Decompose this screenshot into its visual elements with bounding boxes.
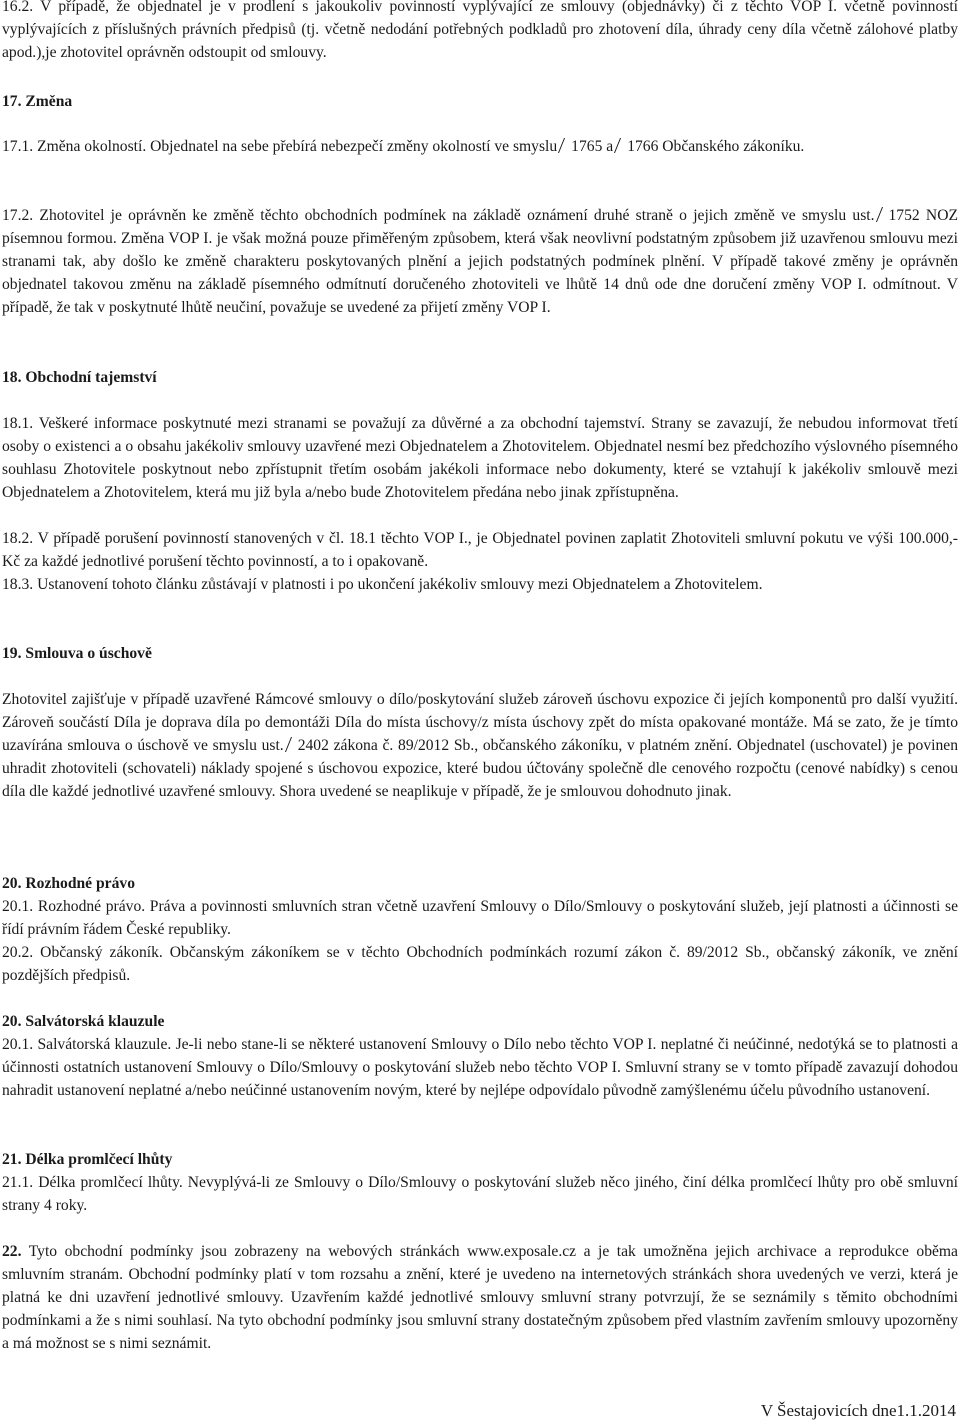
paragraph-17-1 [2, 135, 958, 158]
paragraph-17-2-text-b: 1752 NOZ písemnou formou. Změna VOP I. je však možná pouze přiměřeným způsobem, která však neovlivní podstatným způsobem již uzavřenou smlouvu mezi stranami tak, aby došlo ke změně charakteru poskytovaných plnění a jejich podstatných podmínek plnění. V případě takové změny je oprávněn objednatel takovou změnu na základě písemného odmítnutí doručeného zhotoviteli ve lhůtě 14 dnů ode dne doručení změny VOP I. odmítnout. V případě, že tak v poskytnuté lhůtě neučiní, považuje se uvedené za přijetí změny VOP I. [2, 207, 958, 316]
paragraph-17-1-text-c: 1766 Občanského zákoníku. [627, 138, 805, 155]
section-sign-mark [614, 138, 625, 153]
paragraph-16-2-text: 16.2. V případě, že objednatel je v prodlení s jakoukoliv povinností vyplývající ze smlouvy (objednávky) či z těchto VOP I. včetně povinností vyplývajících z příslušných právních předpisů (tj. včetně nedodání potřebných podkladů pro zhotovení díla, úhrady ceny díla včetně zálohové platby apod.),je zhotovitel oprávněn odstoupit od smlouvy. [2, 0, 958, 61]
heading-20-text: 20. Rozhodné právo [2, 875, 135, 892]
paragraph-17-2 [2, 204, 958, 319]
paragraph-20b-1 [2, 1033, 958, 1102]
paragraph-20-2 [2, 941, 958, 987]
paragraph-19 [2, 688, 958, 803]
paragraph-20-1-text: 20.1. Rozhodné právo. Práva a povinnosti smluvních stran včetně uzavření Smlouvy o Dílo/Smlouvy o poskytování služeb, její platnosti a účinnosti se řídí právním řádem České republiky. [2, 898, 958, 938]
paragraph-18-1-text: 18.1. Veškeré informace poskytnuté mezi stranami se považují za důvěrné a za obchodní tajemství. Strany se zavazují, že nebudou informovat třetí osoby o existenci a o obsahu jakékoliv smlouvy uzavřené mezi Objednatelem a Zhotovitelem. Objednatel nesmí bez předchozího výslovného písemného souhlasu Zhotovitele poskytnout nebo zpřístupnit třetím osobám jakékoli informace nebo dokumenty, které se vztahují k jakékoliv smlouvě mezi Objednatelem a Zhotovitelem, která mu již byla a/nebo bude Zhotovitelem předána nebo jinak zpřístupněna. [2, 415, 958, 501]
paragraph-22-text: Tyto obchodní podmínky jsou zobrazeny na webových stránkách www.exposale.cz a je tak umožněna jejich archivace a reprodukce oběma smluvním stranám. Obchodní podmínky platí v tom rozsahu a znění, které je uvedeno na internetových stránkách shora uvedených ve verzi, která je platná ke dni uzavření jednotlivé smlouvy. Uzavřením každé jednotlivé smlouvy smluvní strany potvrzují, že se seznámily s těmito obchodními podmínkami a že s nimi souhlasí. Na tyto obchodní podmínky jsou smluvní strany dostatečným způsobem před vlastním zavřením smlouvy upozorněny a má možnost se s nimi seznámit. [2, 1243, 958, 1352]
footer-place-date-text: V Šestajovicích dne1.1.2014 [760, 1401, 956, 1420]
paragraph-20-1 [2, 895, 958, 941]
paragraph-21-1-text: 21.1. Délka promlčecí lhůty. Nevyplývá-li ze Smlouvy o Dílo/Smlouvy o poskytování služeb něco jiného, činí délka promlčecí lhůty pro obě smluvní strany 4 roky. [2, 1174, 958, 1214]
footer-place-date [761, 1400, 956, 1422]
heading-17-text: 17. Změna [2, 93, 73, 110]
heading-19-text: 19. Smlouva o úschově [2, 645, 152, 662]
paragraph-18-3-text: 18.3. Ustanovení tohoto článku zůstávají v platnosti i po ukončení jakékoliv smlouvy mezi Objednatelem a Zhotovitelem. [2, 576, 763, 593]
paragraph-20b-1-text: 20.1. Salvátorská klauzule. Je-li nebo stane-li se některé ustanovení Smlouvy o Dílo nebo těchto VOP I. neplatné či neúčinné, nedotýká se to platnosti a účinnosti ostatních ustanovení Smlouvy o Dílo/Smlouvy o poskytování služeb nebo těchto VOP I. Smluvní strany se v tomto případě zavazují dohodou nahradit ustanovení neplatné a/nebo neúčinné ustanovením novým, které by nejlépe odpovídalo původně zamýšlenému účelu původního ustanovení. [2, 1036, 958, 1099]
paragraph-22-number: 22. [2, 1243, 22, 1260]
paragraph-18-1 [2, 412, 958, 504]
heading-18-text: 18. Obchodní tajemství [2, 369, 157, 386]
section-sign-mark [285, 737, 296, 752]
paragraph-21-1 [2, 1171, 958, 1217]
section-sign-mark [875, 207, 886, 222]
heading-17 [2, 90, 72, 113]
heading-21-text: 21. Délka promlčecí lhůty [2, 1151, 173, 1168]
heading-20-salvatorska [2, 1010, 164, 1033]
heading-20-salvatorska-text: 20. Salvátorská klauzule [2, 1013, 165, 1030]
paragraph-17-1-text-a: 17.1. Změna okolností. Objednatel na sebe přebírá nebezpečí změny okolností ve smyslu [2, 138, 558, 155]
paragraph-19-text-b: 2402 zákona č. 89/2012 Sb., občanského zákoníku, v platném znění. Objednatel (uschovatel) je povinen uhradit zhotoviteli (schovateli) náklady spojené s úschovou expozice, které budou účtovány společně dle cenového rozpočtu (cenové nabídky) s cenou díla dle každé jednotlivé uzavřené smlouvy. Shora uvedené se neaplikuje v případě, že je smlouvou dohodnuto jinak. [2, 737, 958, 800]
section-sign-mark [558, 138, 569, 153]
heading-21 [2, 1148, 172, 1171]
paragraph-22 [2, 1240, 958, 1355]
paragraph-18-2 [2, 527, 958, 573]
heading-18 [2, 366, 157, 389]
paragraph-18-2-text: 18.2. V případě porušení povinností stanovených v čl. 18.1 těchto VOP I., je Objednatel povinen zaplatit Zhotoviteli smluvní pokutu ve výši 100.000,- Kč za každé jednotlivé porušení těchto povinností, a to i opakovaně. [2, 530, 958, 570]
heading-19 [2, 642, 152, 665]
paragraph-17-1-text-b: 1765 a [571, 138, 614, 155]
heading-20 [2, 872, 135, 895]
paragraph-16-2 [2, 0, 958, 64]
paragraph-20-2-text: 20.2. Občanský zákoník. Občanským zákoníkem se v těchto Obchodních podmínkách rozumí zákon č. 89/2012 Sb., občanský zákoník, ve znění pozdějších předpisů. [2, 944, 958, 984]
paragraph-17-2-text-a: 17.2. Zhotovitel je oprávněn ke změně těchto obchodních podmínek na základě oznámení druhé straně o jejich změně ve smyslu ust. [2, 207, 875, 224]
paragraph-19-text-a: Zhotovitel zajišťuje v případě uzavřené Rámcové smlouvy o dílo/poskytování služeb zároveň úschovu expozice či jejích komponentů pro další využití. Zároveň součástí Díla je doprava díla po demontáži Díla do místa úschovy/z místa úschovy zpět do místa opakované montáže. Má se zato, že je tímto uzavírána smlouva o úschově ve smyslu ust. [2, 691, 958, 754]
paragraph-18-3 [2, 573, 958, 596]
